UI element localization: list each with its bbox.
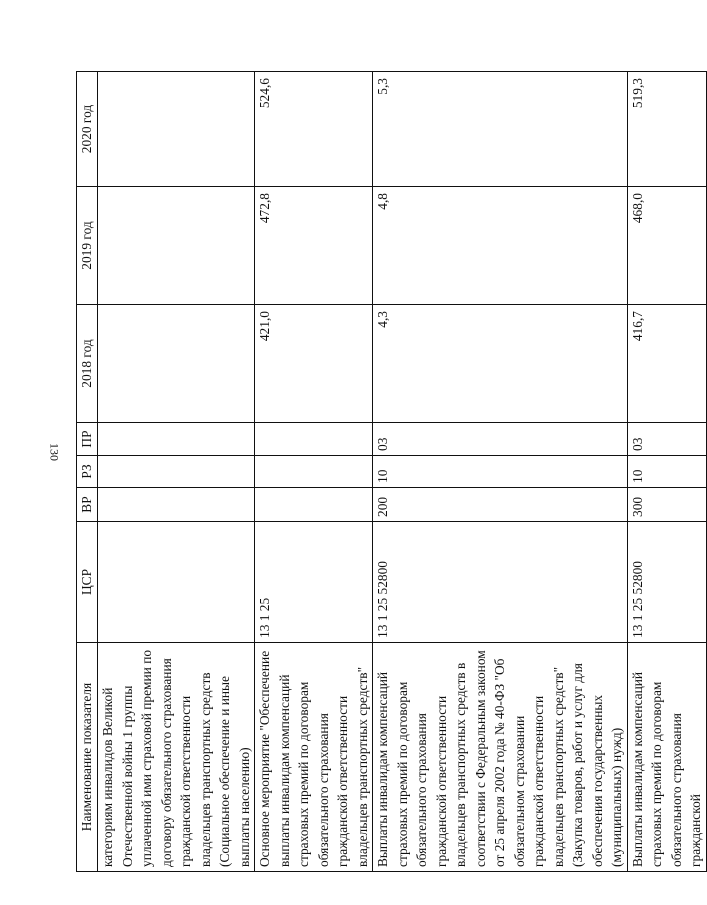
header-2019: 2019 год bbox=[77, 187, 98, 305]
table-row bbox=[373, 72, 628, 872]
row-rz bbox=[255, 456, 373, 488]
table-row bbox=[255, 72, 373, 872]
table-row bbox=[98, 72, 255, 872]
row-vr: 300 bbox=[627, 488, 706, 522]
table-row bbox=[627, 72, 706, 872]
row-rz bbox=[98, 456, 255, 488]
header-name: Наименование показателя bbox=[77, 643, 98, 872]
row-2019: 468,0 bbox=[627, 187, 706, 305]
page-number: 130 bbox=[47, 443, 62, 461]
header-csr: ЦСР bbox=[77, 522, 98, 643]
rotated-table-wrapper bbox=[76, 72, 703, 872]
row-2020: 519,3 bbox=[627, 72, 706, 187]
row-csr bbox=[98, 522, 255, 643]
row-2018 bbox=[98, 305, 255, 423]
row-2018: 416,7 bbox=[627, 305, 706, 423]
budget-table bbox=[76, 71, 707, 872]
table-header-row bbox=[77, 72, 98, 872]
row-2018: 4,3 bbox=[373, 305, 628, 423]
row-2020: 5,3 bbox=[373, 72, 628, 187]
header-2018: 2018 год bbox=[77, 305, 98, 423]
row-2018: 421,0 bbox=[255, 305, 373, 423]
row-pr bbox=[255, 423, 373, 456]
row-vr bbox=[98, 488, 255, 522]
row-2019 bbox=[98, 187, 255, 305]
row-csr: 13 1 25 52800 bbox=[373, 522, 628, 643]
header-vr: ВР bbox=[77, 488, 98, 522]
row-2020 bbox=[98, 72, 255, 187]
row-name: Основное мероприятие "Обеспечение выплаты инвалидам компенсаций страховых премий по договорам обязательного страхования гражданской ответственности владельцев транспортных средств" bbox=[255, 643, 373, 872]
row-2019: 472,8 bbox=[255, 187, 373, 305]
row-pr: 03 bbox=[627, 423, 706, 456]
row-csr: 13 1 25 bbox=[255, 522, 373, 643]
header-pr: ПР bbox=[77, 423, 98, 456]
row-csr: 13 1 25 52800 bbox=[627, 522, 706, 643]
row-2020: 524,6 bbox=[255, 72, 373, 187]
row-vr: 200 bbox=[373, 488, 628, 522]
row-vr bbox=[255, 488, 373, 522]
row-rz: 10 bbox=[627, 456, 706, 488]
row-name: категориям инвалидов Великой Отечественной войны 1 группы уплаченной ими страховой премии по договору обязательного страхования гражданской ответственности владельцев транспортных средств (Социальное обеспечение и иные выплаты населению) bbox=[98, 643, 255, 872]
row-pr bbox=[98, 423, 255, 456]
header-rz: РЗ bbox=[77, 456, 98, 488]
row-rz: 10 bbox=[373, 456, 628, 488]
row-2019: 4,8 bbox=[373, 187, 628, 305]
row-name: Выплаты инвалидам компенсаций страховых премий по договорам обязательного страхования гражданской bbox=[627, 643, 706, 872]
header-2020: 2020 год bbox=[77, 72, 98, 187]
row-name: Выплаты инвалидам компенсаций страховых премий по договорам обязательного страхования гражданской ответственности владельцев транспортных средств в соответствии с Федеральным законом от 25 апреля 2002 года № 40-ФЗ "Об обязательном страховании гражданской ответственности владельцев транспортных средств" (Закупка товаров, работ и услуг для обеспечения государственных (муниципальных) нужд) bbox=[373, 643, 628, 872]
row-pr: 03 bbox=[373, 423, 628, 456]
